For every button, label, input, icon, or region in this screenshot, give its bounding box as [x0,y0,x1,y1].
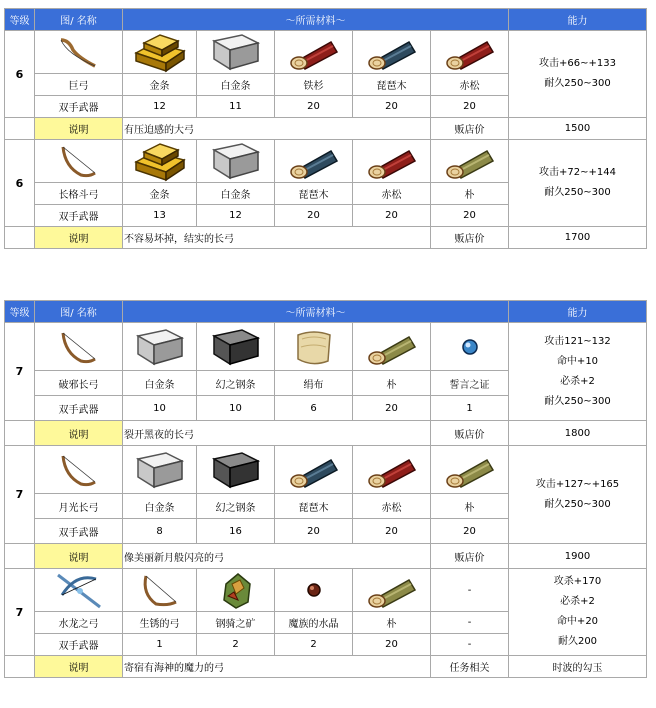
material-icon-cell [431,140,509,183]
blank-cell [5,656,35,678]
ability-cell [509,323,647,421]
material-qty: 20 [353,634,431,656]
material-name: 赤松 [353,494,431,519]
item-name: 破邪长弓 [35,371,123,396]
bow-icon [138,570,182,610]
recipe-table [4,8,647,249]
material-name: 金条 [123,74,197,96]
ability-line: 攻击121~132 [544,335,611,347]
material-name: 铁杉 [275,74,353,96]
item-type: 双手武器 [35,396,123,421]
material-name: 白金条 [197,74,275,96]
material-qty: 12 [123,96,197,118]
silk-scroll-icon [292,327,336,367]
gold-bar-icon [132,31,188,73]
olive-log-icon [363,572,421,608]
material-icon-cell [353,323,431,371]
material-name: 琵琶木 [353,74,431,96]
material-icon-cell [123,569,197,612]
price-label: 贩店价 [431,227,509,249]
material-qty: 11 [197,96,275,118]
material-qty: 20 [353,205,431,227]
explain-label: 说明 [35,118,123,140]
material-name: 白金条 [123,371,197,396]
material-qty: 20 [353,96,431,118]
header-level: 等级 [5,9,35,31]
material-name: - [431,612,509,634]
material-icon-cell [275,323,353,371]
crystal-icon [304,580,324,600]
material-qty: 2 [197,634,275,656]
gold-bar-icon [132,140,188,182]
ore-icon [218,570,254,610]
item-name: 水龙之弓 [35,612,123,634]
olive-log-icon [441,143,499,179]
header-ability: 能力 [509,301,647,323]
explain-label: 说明 [35,656,123,678]
material-icon-cell [275,140,353,183]
ability-line: 耐久250~300 [544,187,611,198]
header-materials: ～所需材料～ [123,9,509,31]
material-qty: 10 [197,396,275,421]
material-name: 朴 [353,371,431,396]
material-name: 绢布 [275,371,353,396]
price-label: 贩店价 [431,421,509,446]
material-icon-cell [275,569,353,612]
ability-cell [509,446,647,544]
platinum-bar-icon [132,326,188,368]
weapon-icon-cell [35,569,123,612]
ability-cell [509,569,647,656]
material-qty: 12 [197,205,275,227]
ability-line: 命中+10 [556,355,599,367]
weapon-icon [57,327,101,367]
ability-line: 攻杀+170 [553,576,602,587]
material-name: 钢骑之矿 [197,612,275,634]
header-pic-name: 图/ 名称 [35,9,123,31]
material-icon-cell [431,323,509,371]
dark-bar-icon [208,326,264,368]
ability-line: 耐久250~300 [544,498,611,510]
material-icon-cell [197,31,275,74]
ability-line: 必杀+2 [560,375,595,387]
price-value: 时波的勾玉 [509,656,647,678]
material-icon-cell [123,446,197,494]
header-materials: ～所需材料～ [123,301,509,323]
material-qty: 20 [431,519,509,544]
material-name: 生锈的弓 [123,612,197,634]
material-qty: 20 [353,396,431,421]
material-icon-cell [353,569,431,612]
material-name: 幻之钢条 [197,371,275,396]
material-name: 魔族的水晶 [275,612,353,634]
item-name: 月光长弓 [35,494,123,519]
ability-line: 必杀+2 [560,596,595,607]
material-qty: 10 [123,396,197,421]
item-description: 裂开黑夜的长弓 [123,421,431,446]
material-icon-cell [197,140,275,183]
blank-cell [5,544,35,569]
item-type: 双手武器 [35,205,123,227]
price-value: 1900 [509,544,647,569]
explain-label: 说明 [35,544,123,569]
material-qty: 20 [275,205,353,227]
price-value: 1500 [509,118,647,140]
item-type: 双手武器 [35,96,123,118]
material-name: 朴 [353,612,431,634]
item-level: 6 [5,31,35,118]
blue-log-icon [285,452,343,488]
item-name: 巨弓 [35,74,123,96]
weapon-icon [57,141,101,181]
weapon-icon-cell [35,140,123,183]
material-icon-cell [123,31,197,74]
price-label: 贩店价 [431,544,509,569]
material-icon-cell [353,446,431,494]
olive-log-icon [441,452,499,488]
material-icon-cell [197,569,275,612]
item-type: 双手武器 [35,634,123,656]
weapon-icon-cell [35,31,123,74]
material-qty: 20 [431,205,509,227]
material-icon-cell [123,323,197,371]
blank-cell [5,227,35,249]
item-name: 长格斗弓 [35,183,123,205]
weapon-icon [57,32,101,72]
red-log-icon [363,143,421,179]
material-name: 琵琶木 [275,494,353,519]
ability-line: 耐久250~300 [544,78,611,89]
ability-cell [509,140,647,227]
price-value: 1800 [509,421,647,446]
material-name: 白金条 [197,183,275,205]
material-icon-cell [197,323,275,371]
material-qty: 1 [431,396,509,421]
item-level: 6 [5,140,35,227]
item-description: 有压迫感的大弓 [123,118,431,140]
material-icon-cell [123,140,197,183]
material-qty: 1 [123,634,197,656]
material-qty: 20 [431,96,509,118]
material-name: 朴 [431,183,509,205]
header-pic-name: 图/ 名称 [35,301,123,323]
material-qty: 2 [275,634,353,656]
weapon-icon [52,569,106,611]
price-label: 贩店价 [431,118,509,140]
material-icon-cell [197,446,275,494]
material-name: 赤松 [353,183,431,205]
ability-line: 攻击+72~+144 [539,167,616,178]
material-name: 朴 [431,494,509,519]
material-icon-cell [353,31,431,74]
material-qty: 13 [123,205,197,227]
item-level: 7 [5,446,35,544]
header-level: 等级 [5,301,35,323]
material-name: 白金条 [123,494,197,519]
material-icon-cell [431,31,509,74]
material-name: 幻之钢条 [197,494,275,519]
blue-log-icon [363,34,421,70]
material-qty: 20 [275,96,353,118]
material-name: 誓言之证 [431,371,509,396]
olive-log-icon [363,329,421,365]
blue-log-icon [285,143,343,179]
material-qty: 16 [197,519,275,544]
weapon-icon-cell [35,446,123,494]
ability-line: 攻击+66~+133 [539,58,616,69]
weapon-icon [57,450,101,490]
material-icon-cell [275,446,353,494]
dark-bar-icon [208,449,264,491]
item-level: 7 [5,323,35,421]
item-level: 7 [5,569,35,656]
material-icon-cell [431,446,509,494]
weapon-icon-cell [35,323,123,371]
blank-cell [5,421,35,446]
orb-icon [460,337,480,357]
ability-line: 命中+20 [556,616,599,627]
material-name: 金条 [123,183,197,205]
material-qty: 8 [123,519,197,544]
explain-label: 说明 [35,227,123,249]
price-label: 任务相关 [431,656,509,678]
ability-line: 攻击+127~+165 [535,478,620,490]
item-description: 像美丽新月般闪亮的弓 [123,544,431,569]
material-qty: 20 [353,519,431,544]
item-description: 寄宿有海神的魔力的弓 [123,656,431,678]
material-qty: - [431,634,509,656]
red-log-icon [363,452,421,488]
platinum-bar-icon [132,449,188,491]
material-icon-cell [275,31,353,74]
material-icon-cell: - [431,569,509,612]
header-ability: 能力 [509,9,647,31]
material-name: 琵琶木 [275,183,353,205]
platinum-bar-icon [208,140,264,182]
item-type: 双手武器 [35,519,123,544]
material-name: 赤松 [431,74,509,96]
red-log-icon [441,34,499,70]
material-icon-cell [353,140,431,183]
explain-label: 说明 [35,421,123,446]
material-qty: 6 [275,396,353,421]
price-value: 1700 [509,227,647,249]
ability-line: 耐久250~300 [544,395,611,407]
item-description: 不容易坏掉，结实的长弓 [123,227,431,249]
red-log-icon [285,34,343,70]
blank-cell [5,118,35,140]
platinum-bar-icon [208,31,264,73]
ability-cell [509,31,647,118]
ability-line: 耐久200 [557,636,598,647]
material-qty: 20 [275,519,353,544]
recipe-table [4,300,647,678]
